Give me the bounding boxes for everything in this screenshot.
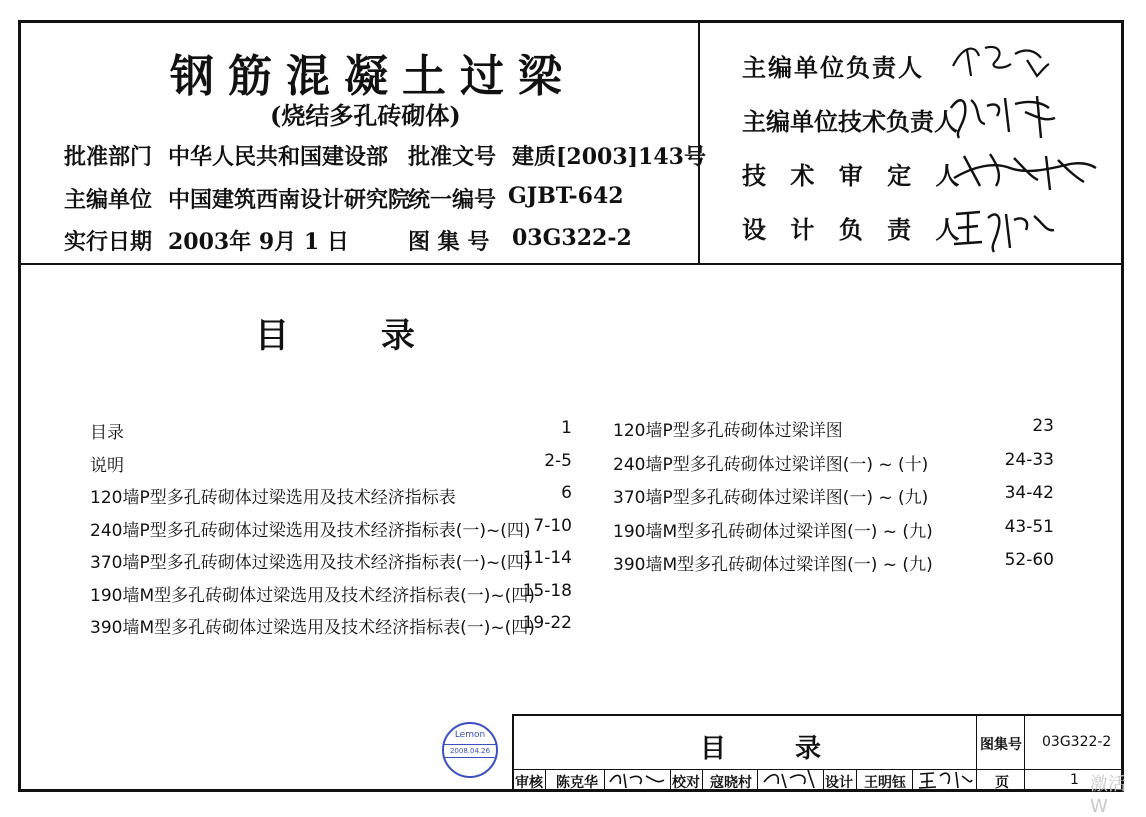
toc-left-page: 19-22 — [522, 613, 572, 633]
signature-wangmingyu — [950, 200, 1060, 256]
toc-left-item: 目录 — [90, 423, 124, 443]
toc-left-item: 说明 — [90, 456, 124, 476]
checker-signature — [760, 766, 822, 790]
effective-date-label: 实行日期 — [64, 229, 153, 255]
titleblock-row-sep-d — [702, 769, 703, 790]
effective-date-value: 2003年 9月 1 日 — [168, 229, 349, 255]
watermark: 激活 W — [1090, 774, 1126, 817]
titleblock-col-right1 — [976, 714, 977, 790]
checker-name: 寇晓村 — [710, 775, 752, 791]
check-label: 校对 — [672, 775, 700, 791]
sheet-title: 目 录 — [700, 734, 852, 764]
toc-left-page: 15-18 — [522, 581, 572, 601]
stamp-date: 2008.04.26 — [444, 744, 496, 758]
approval-no-value: 建质[2003]143号 — [512, 144, 706, 170]
tech-reviewer-label: 技 术 审 定 人 — [742, 161, 968, 190]
stamp-name: Lemon — [454, 730, 486, 740]
toc-left-item: 370墙P型多孔砖砌体过梁选用及技术经济指标表(一)~(四) — [90, 553, 531, 573]
editor-unit-label: 主编单位 — [64, 187, 153, 213]
atlas-no-value: 03G322-2 — [512, 225, 632, 251]
titleblock-top — [512, 714, 1122, 716]
atlas-no-value-tb: 03G322-2 — [1042, 734, 1112, 750]
titleblock-row-sep-b — [604, 769, 605, 790]
signature-guanqing — [945, 36, 1055, 86]
signature-jiangde — [950, 146, 1100, 194]
approval-dept-label: 批准部门 — [64, 144, 153, 170]
review-label: 审核 — [515, 775, 543, 791]
unified-no-label: 统一编号 — [408, 187, 497, 213]
toc-left-page: 7-10 — [533, 516, 572, 536]
approval-dept-value: 中华人民共和国建设部 — [168, 144, 389, 170]
toc-right-item: 390墙M型多孔砖砌体过梁详图(一) ~ (九) — [613, 555, 933, 575]
toc-right-page: 43-51 — [1004, 517, 1054, 537]
designer-signature — [916, 766, 974, 790]
toc-left-page: 1 — [561, 418, 572, 438]
chief-tech-head-label: 主编单位技术负责人 — [742, 107, 958, 136]
toc-right-page: 24-33 — [1004, 450, 1054, 470]
page-number: 1 — [1070, 772, 1079, 788]
toc-right-item: 190墙M型多孔砖砌体过梁详图(一) ~ (九) — [613, 522, 933, 542]
lemon-stamp — [442, 722, 498, 778]
atlas-no-label: 图 集 号 — [408, 229, 490, 255]
titleblock-row-sep-h — [912, 769, 913, 790]
design-lead-label: 设 计 负 责 人 — [742, 215, 968, 244]
toc-right-item: 120墙P型多孔砖砌体过梁详图 — [613, 421, 843, 441]
titleblock-col-right2 — [1024, 714, 1025, 790]
reviewer-signature — [606, 768, 668, 790]
titleblock-row-sep-f — [823, 769, 824, 790]
atlas-no-label-tb: 图集号 — [980, 737, 1022, 753]
header-bottom-line — [20, 263, 1122, 265]
atlas-title: 钢筋混凝土过梁 — [170, 51, 576, 102]
toc-left-page: 6 — [561, 483, 572, 503]
toc-left-item: 240墙P型多孔砖砌体过梁选用及技术经济指标表(一)~(四) — [90, 521, 531, 541]
toc-right-page: 23 — [1032, 416, 1054, 436]
toc-right-item: 240墙P型多孔砖砌体过梁详图(一) ~ (十) — [613, 455, 929, 475]
toc-right-page: 52-60 — [1004, 550, 1054, 570]
toc-left-item: 190墙M型多孔砖砌体过梁选用及技术经济指标表(一)~(四) — [90, 586, 535, 606]
editor-unit-value: 中国建筑西南设计研究院 — [168, 187, 411, 213]
design-label: 设计 — [825, 775, 853, 791]
toc-right-item: 370墙P型多孔砖砌体过梁详图(一) ~ (九) — [613, 488, 929, 508]
titleblock-row-sep-g — [856, 769, 857, 790]
chief-unit-head-label: 主编单位负责人 — [742, 53, 924, 82]
unified-no-value: GJBT-642 — [508, 183, 624, 209]
designer-name: 王明钰 — [864, 775, 906, 791]
titleblock-left — [512, 714, 514, 790]
toc-right-page: 34-42 — [1004, 483, 1054, 503]
atlas-subtitle: (烧结多孔砖砌体) — [270, 101, 461, 130]
toc-left-item: 120墙P型多孔砖砌体过梁选用及技术经济指标表 — [90, 488, 456, 508]
signature-chenzhengxiang — [945, 88, 1065, 144]
toc-left-item: 390墙M型多孔砖砌体过梁选用及技术经济指标表(一)~(四) — [90, 618, 535, 638]
titleblock-row-sep-c — [670, 769, 671, 790]
titleblock-row-sep-e — [757, 769, 758, 790]
toc-heading: 目 录 — [255, 316, 455, 356]
titleblock-row-sep-a — [545, 769, 546, 790]
toc-left-page: 2-5 — [544, 451, 572, 471]
reviewer-name: 陈克华 — [556, 775, 598, 791]
toc-left-page: 11-14 — [522, 548, 572, 568]
approval-no-label: 批准文号 — [408, 144, 497, 170]
page-label: 页 — [995, 775, 1009, 791]
